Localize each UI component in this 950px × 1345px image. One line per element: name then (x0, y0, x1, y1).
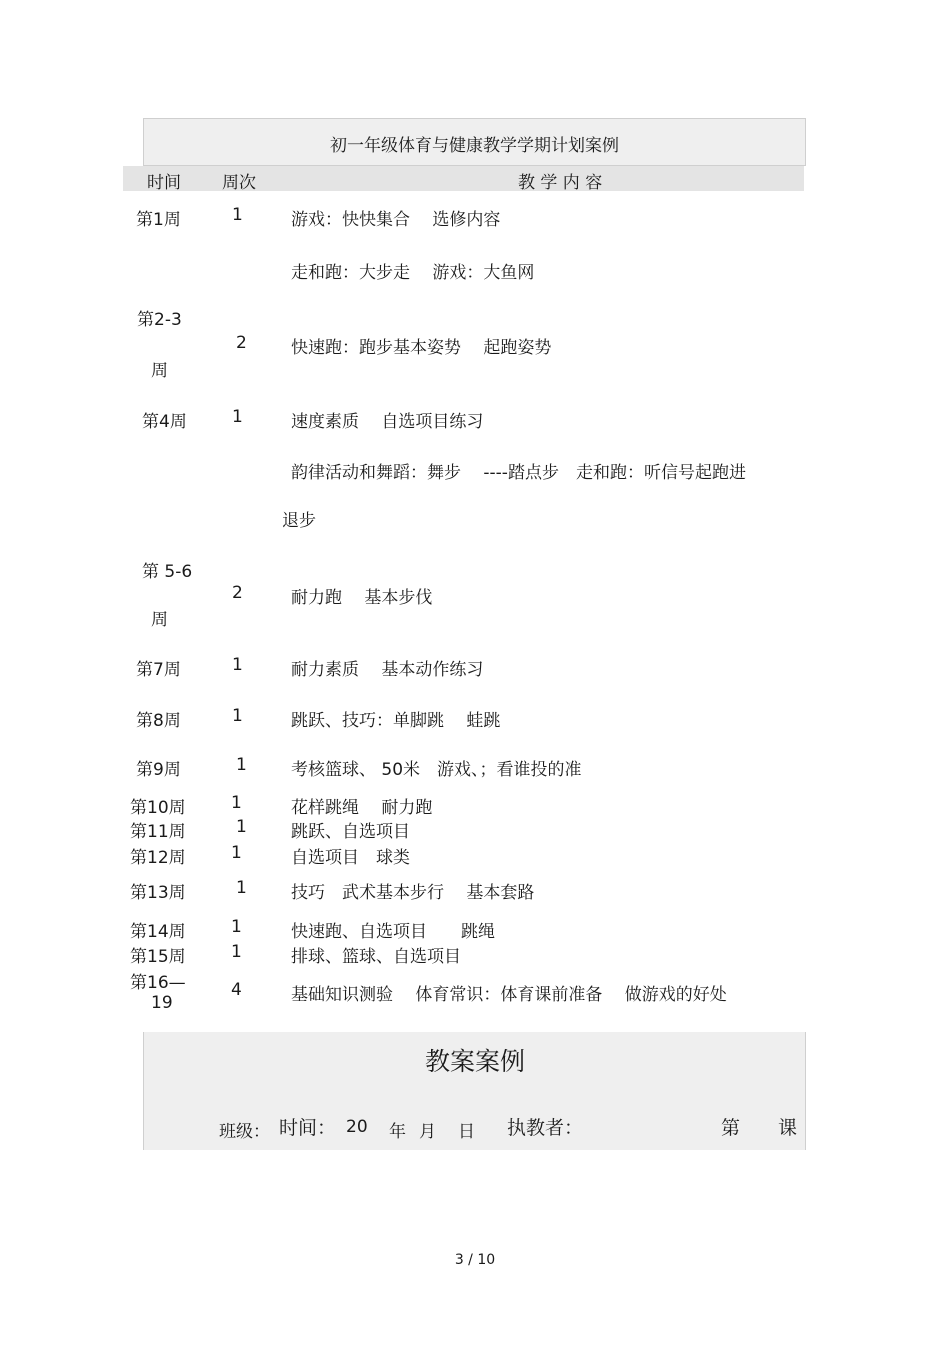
row-content: 花样跳绳 耐力跑 (291, 798, 433, 818)
plan-title-box (143, 118, 806, 166)
row-content: 跳跃、技巧：单脚跳 蛙跳 (291, 711, 501, 731)
month-label: 月 (419, 1122, 436, 1142)
row-time: 第13周 (130, 883, 186, 903)
page-number: 3 / 10 (454, 1252, 496, 1268)
row-count: 1 (231, 843, 242, 863)
row-content: 游戏：快快集合 选修内容 (291, 210, 501, 230)
row-count: 1 (231, 942, 242, 962)
row-count: 1 (232, 407, 243, 427)
time-label: 时间： (279, 1117, 337, 1139)
row-count: 1 (231, 917, 242, 937)
day-label: 日 (458, 1122, 475, 1142)
row-content-line2: 退步 (282, 511, 316, 531)
header-weeks: 周次 (222, 173, 256, 193)
lesson-di-label: 第 (721, 1117, 741, 1139)
row-content: 速度素质 自选项目练习 (291, 412, 484, 432)
header-content: 教 学 内 容 (518, 173, 603, 193)
row-content: 基础知识测验 体育常识：体育课前准备 做游戏的好处 (291, 985, 727, 1005)
row-count: 4 (231, 980, 242, 1000)
row-time: 第11周 (130, 822, 186, 842)
row-count: 1 (232, 205, 243, 225)
teacher-label: 执教者： (507, 1117, 584, 1139)
year-label: 年 (389, 1122, 406, 1142)
row-count: 2 (232, 583, 243, 603)
row-time: 第8周 (136, 711, 181, 731)
row-time: 第9周 (136, 760, 181, 780)
row-time-line2: 周 (151, 610, 168, 630)
row-time: 第4周 (142, 412, 187, 432)
row-content: 快速跑、自选项目 跳绳 (291, 922, 495, 942)
row-time: 第16— (130, 973, 186, 993)
row-count: 1 (232, 706, 243, 726)
row-time: 第14周 (130, 922, 186, 942)
row-time: 第12周 (130, 848, 186, 868)
lesson-ke-label: 课 (778, 1117, 798, 1139)
row-time: 第1周 (136, 210, 181, 230)
row-content: 技巧 武术基本步行 基本套路 (291, 883, 535, 903)
row-count: 2 (236, 333, 247, 353)
row-time: 第7周 (136, 660, 181, 680)
row-content: 韵律活动和舞蹈：舞步 ----踏点步 走和跑：听信号起跑进 (291, 463, 746, 483)
row-count: 1 (232, 655, 243, 675)
row-count: 1 (236, 817, 247, 837)
plan-title: 初一年级体育与健康教学学期计划案例 (330, 136, 619, 156)
row-time: 第2-3 (137, 310, 182, 330)
row-content: 排球、篮球、自选项目 (291, 947, 461, 967)
row-time-line2: 19 (151, 993, 173, 1013)
row-content: 走和跑：大步走 游戏：大鱼网 (291, 263, 535, 283)
row-count: 1 (231, 793, 242, 813)
row-time: 第 5-6 (142, 562, 193, 582)
row-time: 第10周 (130, 798, 186, 818)
row-content: 快速跑：跑步基本姿势 起跑姿势 (291, 338, 552, 358)
row-content: 耐力素质 基本动作练习 (291, 660, 484, 680)
lesson-title: 教案案例 (424, 1047, 525, 1076)
row-content: 耐力跑 基本步伐 (291, 588, 433, 608)
row-content: 自选项目 球类 (291, 848, 410, 868)
class-label: 班级： (219, 1122, 270, 1142)
row-count: 1 (236, 878, 247, 898)
row-time-line2: 周 (151, 361, 168, 381)
header-time: 时间 (147, 173, 181, 193)
row-time: 第15周 (130, 947, 186, 967)
row-content: 考核篮球、 50米 游戏、；看谁投的准 (291, 760, 582, 780)
year-value: 20 (346, 1117, 368, 1137)
row-content: 跳跃、自选项目 (291, 822, 410, 842)
row-count: 1 (236, 755, 247, 775)
